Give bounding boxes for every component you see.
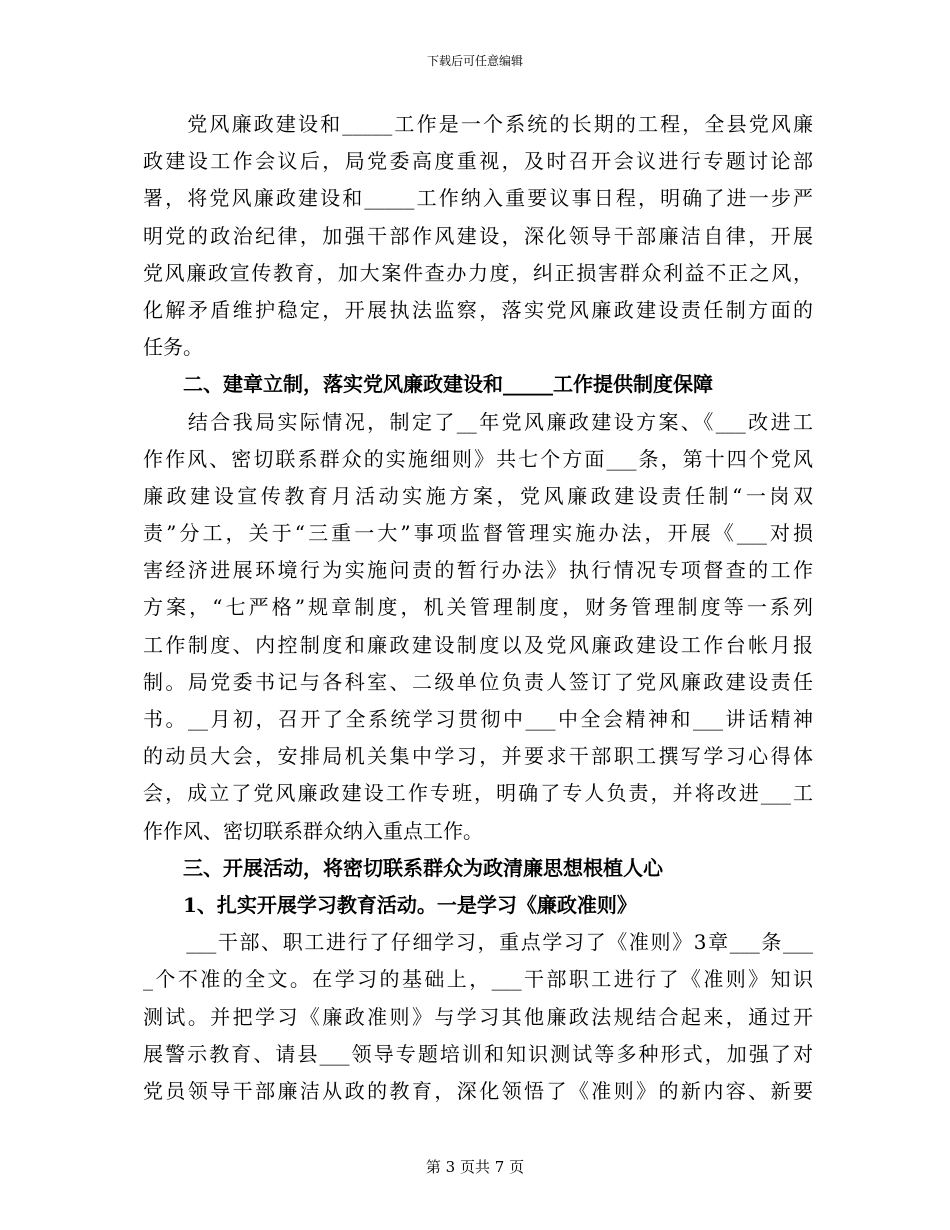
paragraph-line: 任务。 (143, 335, 203, 360)
paragraph-line: 明党的政治纪律，加强干部作风建设，深化领导干部廉洁自律，开展 (143, 223, 813, 248)
page-header: 下载后可任意编辑 (426, 54, 523, 68)
paragraph-line: 党风廉政宣传教育，加大案件查办力度，纠正损害群众利益不正之风， (143, 260, 813, 285)
paragraph-line: 党员领导干部廉洁从政的教育，深化领悟了《准则》的新内容、新要 (143, 1078, 813, 1103)
page-number: 第 3 页共 7 页 (425, 1158, 525, 1176)
paragraph-line: 党风廉政建设和_____工作是一个系统的长期的工程，全县党风廉 (143, 112, 813, 136)
paragraph-line: 的动员大会，安排局机关集中学习，并要求干部职工撰写学习心得体 (143, 744, 813, 769)
paragraph-line: 书。__月初，召开了全系统学习贯彻中___中全会精神和___讲话精神 (143, 707, 813, 731)
paragraph-line: 化解矛盾维护稳定，开展执法监察，落实党风廉政建设责任制方面的 (143, 297, 813, 322)
paragraph-line: _个不准的全文。在学习的基础上，___干部职工进行了《准则》知识 (143, 967, 813, 992)
paragraph-line: 会，成立了党风廉政建设工作专班，明确了专人负责，并将改进___工 (143, 781, 813, 806)
document-body (143, 106, 813, 1110)
paragraph-line: 制。局党委书记与各科室、二级单位负责人签订了党风廉政建设责任 (143, 669, 813, 694)
section-heading: 二、建章立制，落实党风廉政建设和_____工作提供制度保障 (143, 372, 713, 397)
section-heading: 三、开展活动，将密切联系群众为政清廉思想根植人心 (143, 855, 663, 880)
paragraph-line: ___干部、职工进行了仔细学习，重点学习了《准则》3章___条___ (143, 930, 813, 955)
paragraph-line: 作作风、密切联系群众的实施细则》共七个方面___条，第十四个党风 (143, 446, 813, 471)
paragraph-line: 工作制度、内控制度和廉政建设制度以及党风廉政建设工作台帐月报 (143, 632, 813, 657)
paragraph-line: 廉政建设宣传教育月活动实施方案，党风廉政建设责任制“一岗双 (143, 483, 813, 508)
subsection-heading: 1、扎实开展学习教育活动。一是学习《廉政准则》 (143, 892, 637, 917)
paragraph-line: 作作风、密切联系群众纳入重点工作。 (143, 818, 483, 843)
paragraph-line: 政建设工作会议后，局党委高度重视，及时召开会议进行专题讨论部 (143, 149, 813, 174)
paragraph-line: 结合我局实际情况，制定了__年党风廉政建设方案、《___改进工 (143, 409, 813, 434)
paragraph-line: 方案，“七严格”规章制度，机关管理制度，财务管理制度等一系列 (143, 595, 813, 620)
paragraph-line: 害经济进展环境行为实施问责的暂行办法》执行情况专项督查的工作 (143, 558, 813, 583)
paragraph-line: 测试。并把学习《廉政准则》与学习其他廉政法规结合起来，通过开 (143, 1004, 813, 1029)
paragraph-line: 展警示教育、请县___领导专题培训和知识测试等多种形式，加强了对 (143, 1041, 813, 1066)
paragraph-line: 署，将党风廉政建设和_____工作纳入重要议事日程，明确了进一步严 (143, 186, 813, 211)
paragraph-line: 责”分工，关于“三重一大”事项监督管理实施办法，开展《___对损 (143, 521, 813, 546)
